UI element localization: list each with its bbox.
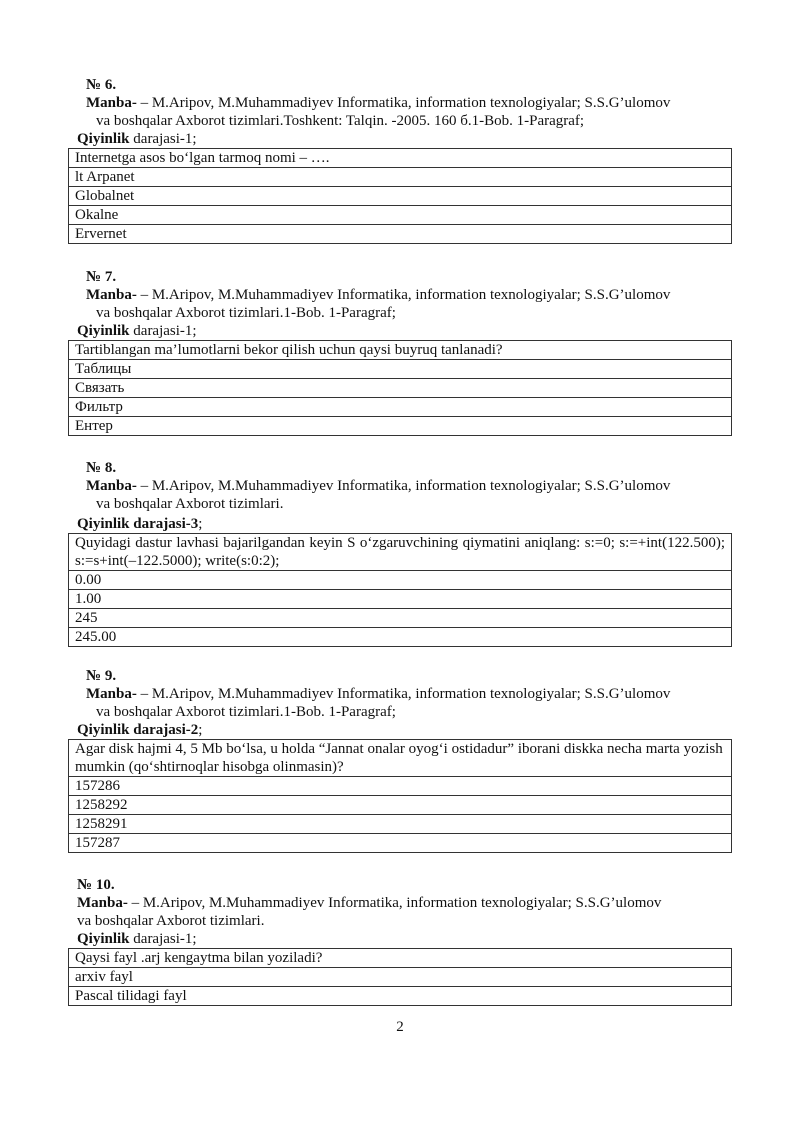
source-text: – M.Aripov, M.Muhammadiyev Informatika, information texnologiyalar; S.S.G’ulomov xyxy=(136,95,671,111)
answer-option: 245 xyxy=(69,609,732,628)
question-text: Quyidagi dastur lavhasi bajarilgandan keyin S o‘zgaruvchining qiymatini aniqlang: s:=0; s:=+int(122.500); s:=s+int(–122.5000); write(s:0:2); xyxy=(69,534,732,571)
difficulty-label: Qiyinlik darajasi-3 xyxy=(77,516,199,532)
answer-table xyxy=(68,533,732,647)
answer-table xyxy=(68,739,732,853)
answer-option: 157287 xyxy=(69,834,732,853)
source-label: Manba- xyxy=(86,287,137,303)
difficulty-line xyxy=(77,930,732,948)
source-text: – M.Aripov, M.Muhammadiyev Informatika, information texnologiyalar; S.S.G’ulomov xyxy=(136,686,671,702)
question-number: № 8. xyxy=(86,460,117,476)
question-table-10 xyxy=(68,930,732,1006)
answer-option: 1.00 xyxy=(69,590,732,609)
question-table-7 xyxy=(68,322,732,436)
difficulty-line xyxy=(77,322,732,340)
question-text: Tartiblangan ma’lumotlarni bekor qilish uchun qaysi buyruq tanlanadi? xyxy=(69,341,732,360)
difficulty-text: ; xyxy=(198,722,203,738)
difficulty-line xyxy=(77,721,732,739)
source-label: Manba- xyxy=(86,478,137,494)
source-line xyxy=(77,894,732,930)
answer-option: Ентер xyxy=(69,417,732,436)
answer-option: Связать xyxy=(69,379,732,398)
source-text-continued: va boshqalar Axborot tizimlari. xyxy=(96,496,284,512)
difficulty-text: ; xyxy=(198,516,203,532)
question-number: № 6. xyxy=(86,77,117,93)
source-text: – M.Aripov, M.Muhammadiyev Informatika, information texnologiyalar; S.S.G’ulomov xyxy=(136,287,671,303)
answer-option: Ervernet xyxy=(69,225,732,244)
answer-option: Таблицы xyxy=(69,360,732,379)
answer-option: 1258292 xyxy=(69,796,732,815)
question-table-9 xyxy=(68,721,732,853)
question-block-9 xyxy=(68,667,750,721)
question-number: № 9. xyxy=(86,668,117,684)
difficulty-label: Qiyinlik xyxy=(77,323,130,339)
difficulty-text: darajasi-1; xyxy=(129,131,197,147)
question-block-7 xyxy=(68,268,750,322)
question-number: № 7. xyxy=(86,269,117,285)
difficulty-label: Qiyinlik xyxy=(77,931,130,947)
answer-table xyxy=(68,340,732,436)
answer-option: 245.00 xyxy=(69,628,732,647)
answer-option: 1258291 xyxy=(69,815,732,834)
answer-option: Фильтр xyxy=(69,398,732,417)
source-text: – M.Aripov, M.Muhammadiyev Informatika, information texnologiyalar; S.S.G’ulomov xyxy=(136,478,671,494)
source-text-continued: va boshqalar Axborot tizimlari.1-Bob. 1-Paragraf; xyxy=(96,305,396,321)
source-line xyxy=(86,286,750,322)
difficulty-text: darajasi-1; xyxy=(129,931,197,947)
answer-table xyxy=(68,148,732,244)
source-text-continued: va boshqalar Axborot tizimlari.Toshkent: Talqin. -2005. 160 б.1-Bob. 1-Paragraf; xyxy=(96,113,585,129)
source-text: – M.Aripov, M.Muhammadiyev Informatika, information texnologiyalar; S.S.G’ulomov xyxy=(127,895,662,911)
difficulty-label: Qiyinlik xyxy=(77,131,130,147)
source-text-continued: va boshqalar Axborot tizimlari. xyxy=(77,913,265,929)
source-label: Manba- xyxy=(77,895,128,911)
source-label: Manba- xyxy=(86,95,137,111)
answer-option: 0.00 xyxy=(69,571,732,590)
source-text-continued: va boshqalar Axborot tizimlari.1-Bob. 1-Paragraf; xyxy=(96,704,396,720)
answer-table xyxy=(68,948,732,1006)
question-block-8 xyxy=(68,459,750,513)
source-line xyxy=(86,685,750,721)
answer-option: Pascal tilidagi fayl xyxy=(69,987,732,1006)
question-text: Agar disk hajmi 4, 5 Mb bo‘lsa, u holda “Jannat onalar oyog‘i ostidadur” iborani diskka necha marta yozish mumkin (qo‘shtirnoqlar hisobga olinmasin)? xyxy=(69,740,732,777)
answer-option: lt Arpanet xyxy=(69,168,732,187)
question-table-8 xyxy=(68,515,732,647)
answer-option: 157286 xyxy=(69,777,732,796)
page-number: 2 xyxy=(396,1019,404,1035)
source-label: Manba- xyxy=(86,686,137,702)
question-block-6 xyxy=(68,76,750,130)
answer-option: Globalnet xyxy=(69,187,732,206)
difficulty-label: Qiyinlik darajasi-2 xyxy=(77,722,199,738)
question-text: Qaysi fayl .arj kengaytma bilan yoziladi? xyxy=(69,949,732,968)
question-table-6 xyxy=(68,130,732,244)
difficulty-text: darajasi-1; xyxy=(129,323,197,339)
answer-option: arxiv fayl xyxy=(69,968,732,987)
difficulty-line xyxy=(77,130,732,148)
answer-option: Okalne xyxy=(69,206,732,225)
source-line xyxy=(86,477,750,513)
question-text: Internetga asos bo‘lgan tarmoq nomi – …. xyxy=(69,149,732,168)
question-number: № 10. xyxy=(77,877,115,893)
difficulty-line xyxy=(77,515,732,533)
question-block-10 xyxy=(68,876,732,930)
source-line xyxy=(86,94,750,130)
